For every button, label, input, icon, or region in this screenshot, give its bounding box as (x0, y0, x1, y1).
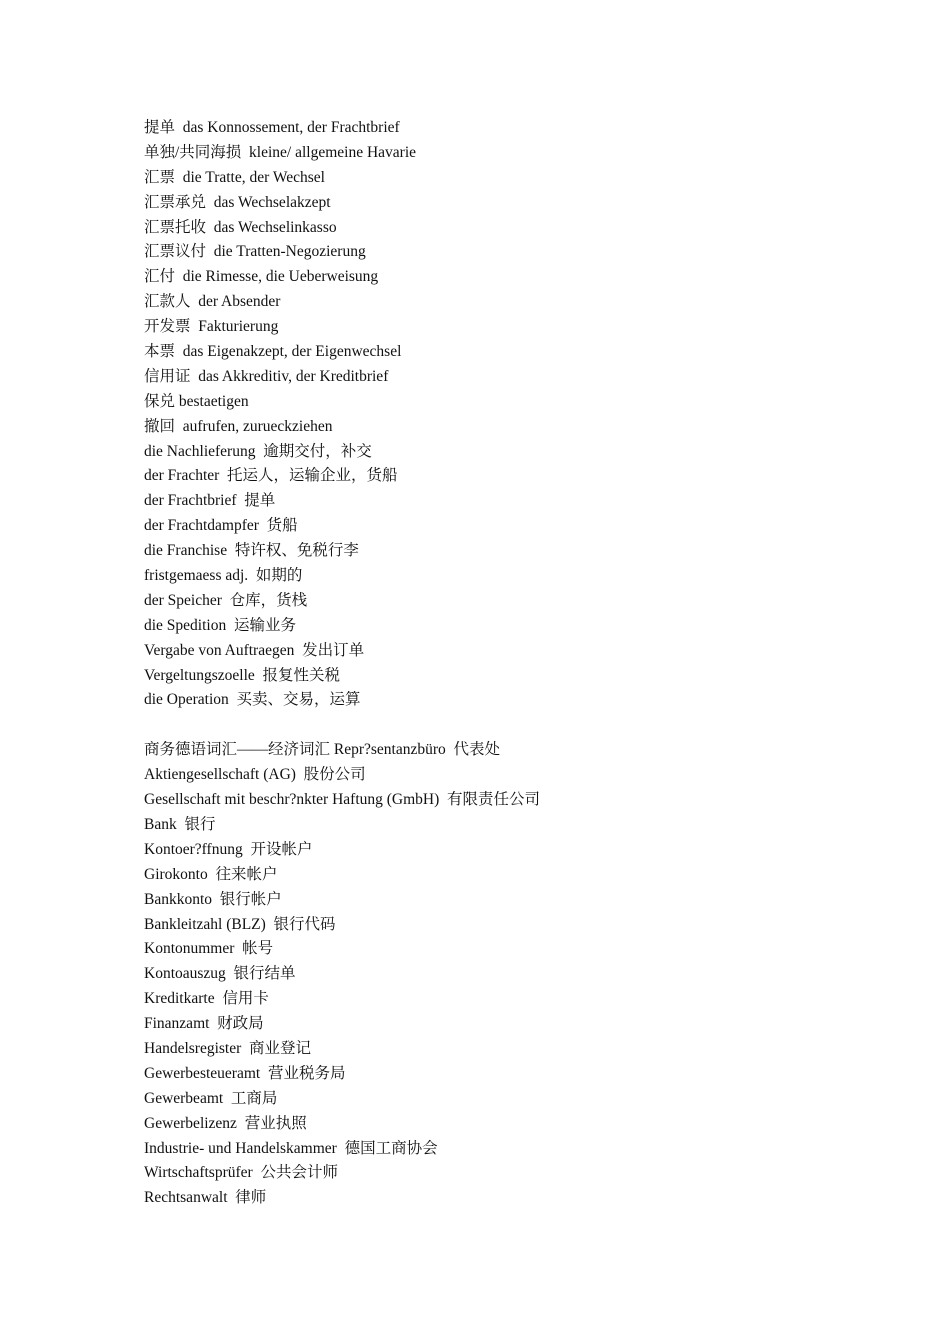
vocab-line: 汇款人 der Absender (144, 293, 281, 311)
vocab-line: die Nachlieferung 逾期交付，补交 (144, 442, 372, 460)
vocab-line: der Speicher 仓库，货栈 (144, 591, 308, 609)
vocab-line: Bank 银行 (144, 815, 216, 833)
vocab-line: Kontonummer 帐号 (144, 940, 274, 958)
vocab-line: 撤回 aufrufen, zurueckziehen (144, 417, 333, 435)
vocab-line: 信用证 das Akkreditiv, der Kreditbrief (144, 367, 389, 385)
vocab-line: 汇票 die Tratte, der Wechsel (144, 168, 325, 186)
vocab-line: der Frachter 托运人，运输企业，货船 (144, 467, 398, 485)
vocab-line: Kreditkarte 信用卡 (144, 990, 269, 1008)
vocab-line: Industrie- und Handelskammer 德国工商协会 (144, 1139, 438, 1157)
section-heading-line: 商务德语词汇——经济词汇 Repr?sentanzbüro 代表处 (144, 741, 501, 759)
vocab-line: Vergeltungszoelle 报复性关税 (144, 666, 341, 684)
vocab-line: Rechtsanwalt 律师 (144, 1189, 267, 1207)
vocab-line: der Frachtdampfer 货船 (144, 517, 298, 535)
vocab-line: 单独/共同海损 kleine/ allgemeine Havarie (144, 143, 417, 161)
vocab-line: Handelsregister 商业登记 (144, 1039, 312, 1057)
vocab-line: Gewerbesteueramt 营业税务局 (144, 1064, 346, 1082)
business-terms-list (144, 738, 904, 1211)
vocab-line: fristgemaess adj. 如期的 (144, 567, 303, 585)
vocab-line: 本票 das Eigenakzept, der Eigenwechsel (144, 343, 402, 361)
vocab-line: die Franchise 特许权、免税行李 (144, 542, 359, 560)
vocab-line: die Spedition 运输业务 (144, 616, 296, 634)
vocab-line: Bankleitzahl (BLZ) 银行代码 (144, 915, 336, 933)
vocab-line: Aktiengesellschaft (AG) 股份公司 (144, 766, 366, 784)
vocab-line: Bankkonto 银行帐户 (144, 890, 282, 908)
vocab-line: die Operation 买卖、交易，运算 (144, 691, 361, 709)
section-spacer (144, 713, 904, 738)
vocab-line: Girokonto 往来帐户 (144, 865, 278, 883)
vocab-line: Gewerbelizenz 营业执照 (144, 1114, 307, 1132)
vocab-line: 汇付 die Rimesse, die Ueberweisung (144, 268, 379, 286)
vocab-line: Kontoer?ffnung 开设帐户 (144, 840, 313, 858)
vocab-line: der Frachtbrief 提单 (144, 492, 276, 510)
vocab-line: 提单 das Konnossement, der Frachtbrief (144, 119, 400, 136)
vocab-line: Gewerbeamt 工商局 (144, 1089, 278, 1107)
vocab-line: 汇票承兑 das Wechselakzept (144, 193, 331, 211)
vocab-line: Finanzamt 财政局 (144, 1015, 264, 1033)
vocab-line: Kontoauszug 银行结单 (144, 965, 296, 983)
vocab-line: Gesellschaft mit beschr?nkter Haftung (GmbH) 有限责任公司 (144, 791, 541, 809)
vocab-line: 保兑 bestaetigen (144, 392, 249, 410)
trade-terms-list (144, 116, 904, 713)
vocab-line: 汇票议付 die Tratten-Negozierung (144, 243, 366, 261)
vocab-line: Wirtschaftsprüfer 公共会计师 (144, 1164, 338, 1182)
document-body (144, 116, 904, 1211)
vocab-line: 开发票 Fakturierung (144, 318, 279, 336)
vocab-line: Vergabe von Auftraegen 发出订单 (144, 641, 365, 659)
vocab-line: 汇票托收 das Wechselinkasso (144, 218, 337, 236)
